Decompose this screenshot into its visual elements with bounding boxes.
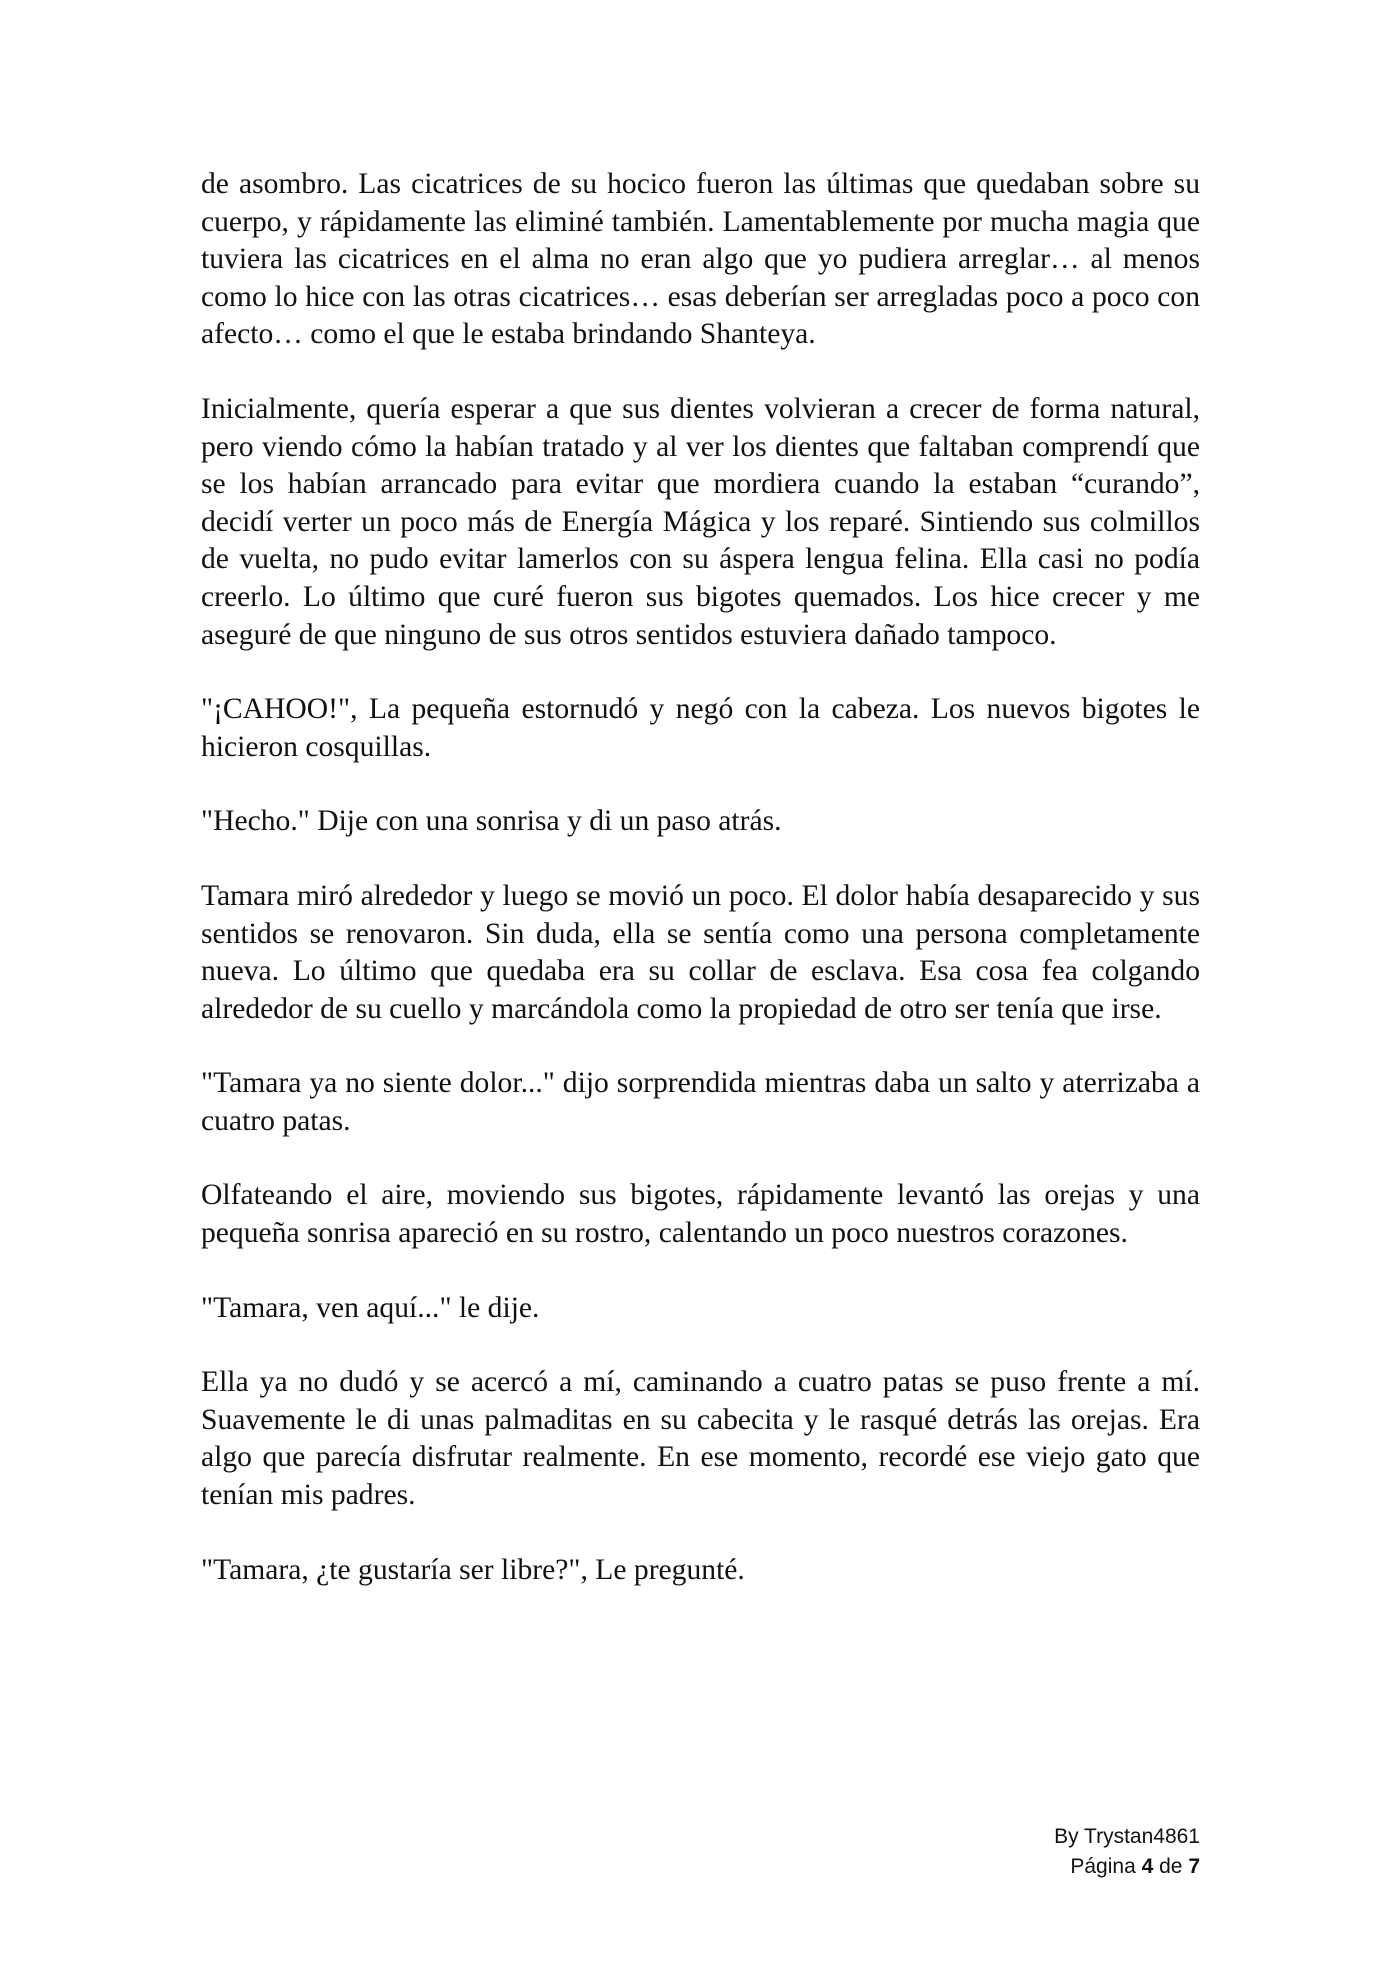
page-separator: de (1153, 1855, 1189, 1878)
page-label: Página (1070, 1855, 1142, 1878)
paragraph: Olfateando el aire, moviendo sus bigotes, rápidamente levantó las orejas y una pequeña sonrisa apareció en su rostro, calentando un poco nuestros corazones. (201, 1179, 1200, 1250)
footer-page-number (1054, 1852, 1200, 1882)
body-text (201, 166, 1200, 1626)
page-footer (1054, 1822, 1200, 1882)
paragraph: Inicialmente, quería esperar a que sus dientes volvieran a crecer de forma natural, pero viendo cómo la habían tratado y al ver los dientes que faltaban comprendí que se los habían arrancado para evitar que mordiera cuando la estaban “curando”, decidí verter un poco más de Energía Mágica y los reparé. Sintiendo sus colmillos de vuelta, no pudo evitar lamerlos con su áspera lengua felina. Ella casi no podía creerlo. Lo último que curé fueron sus bigotes quemados. Los hice crecer y me aseguré de que ninguno de sus otros sentidos estuviera dañado tampoco. (201, 392, 1200, 651)
total-pages: 7 (1188, 1855, 1200, 1878)
current-page: 4 (1141, 1855, 1154, 1878)
footer-author: By Trystan4861 (1054, 1825, 1200, 1848)
paragraph: "Tamara ya no siente dolor..." dijo sorprendida mientras daba un salto y aterrizaba a cuatro patas. (201, 1067, 1200, 1137)
paragraph: "Hecho." Dije con una sonrisa y di un paso atrás. (201, 805, 782, 838)
paragraph: Ella ya no dudó y se acercó a mí, caminando a cuatro patas se puso frente a mí. Suavemente le di unas palmaditas en su cabecita y le rasqué detrás las orejas. Era algo que parecía disfrutar realmente. En ese momento, recordé ese viejo gato que tenían mis padres. (201, 1366, 1200, 1512)
paragraph: "Tamara, ¿te gustaría ser libre?", Le pregunté. (201, 1553, 745, 1586)
paragraph: Tamara miró alrededor y luego se movió un poco. El dolor había desaparecido y sus sentidos se renovaron. Sin duda, ella se sentía como una persona completamente nueva. Lo último que quedaba era su collar de esclava. Esa cosa fea colgando alrededor de su cuello y marcándola como la propiedad de otro ser tenía que irse. (201, 879, 1200, 1025)
paragraph: "Tamara, ven aquí..." le dije. (201, 1291, 540, 1324)
paragraph: "¡CAHOO!", La pequeña estornudó y negó con la cabeza. Los nuevos bigotes le hicieron cosquillas. (201, 693, 1200, 763)
paragraph: de asombro. Las cicatrices de su hocico fueron las últimas que quedaban sobre su cuerpo, y rápidamente las eliminé también. Lamentablemente por mucha magia que tuviera las cicatrices en el alma no eran algo que yo pudiera arreglar… al menos como lo hice con las otras cicatrices… esas deberían ser arregladas poco a poco con afecto… como el que le estaba brindando Shanteya. (201, 168, 1200, 351)
